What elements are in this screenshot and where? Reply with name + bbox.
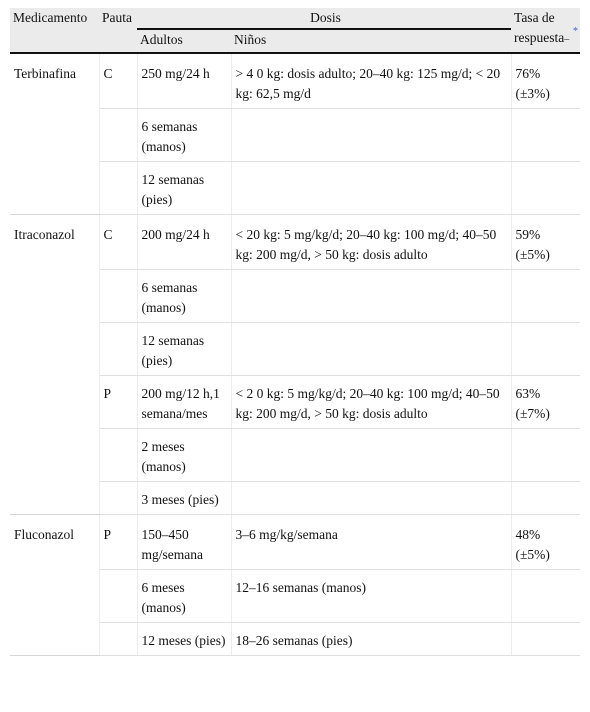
cell-adultos: 200 mg/24 h [137, 215, 231, 270]
cell-tasa: 76% (±3%) [511, 53, 580, 109]
cell-medicamento: Fluconazol [10, 515, 99, 656]
cell-pauta: C [99, 215, 137, 270]
cell-pauta [99, 270, 137, 323]
cell-adultos: 6 semanas (manos) [137, 270, 231, 323]
cell-ninos [231, 162, 511, 215]
cell-ninos: < 20 kg: 5 mg/kg/d; 20–40 kg: 100 mg/d; 40–50 kg: 200 mg/d, > 50 kg: dosis adulto [231, 215, 511, 270]
header-ninos: Niños [231, 29, 511, 53]
cell-tasa [511, 623, 580, 656]
header-tasa-line2: respuesta [514, 30, 565, 45]
header-tasa-dash: – [564, 34, 570, 45]
cell-medicamento: Terbinafina [10, 53, 99, 215]
cell-tasa [511, 162, 580, 215]
cell-pauta [99, 623, 137, 656]
cell-adultos: 12 semanas (pies) [137, 323, 231, 376]
cell-tasa [511, 109, 580, 162]
cell-tasa [511, 429, 580, 482]
cell-ninos [231, 429, 511, 482]
cell-pauta [99, 162, 137, 215]
cell-ninos: 12–16 semanas (manos) [231, 570, 511, 623]
cell-adultos: 6 semanas (manos) [137, 109, 231, 162]
cell-ninos: < 2 0 kg: 5 mg/kg/d; 20–40 kg: 100 mg/d; 40–50 kg: 200 mg/d, > 50 kg: dosis adulto [231, 376, 511, 429]
footnote-link[interactable]: * [573, 26, 579, 37]
cell-adultos: 3 meses (pies) [137, 482, 231, 515]
cell-pauta [99, 570, 137, 623]
table-row [10, 53, 580, 109]
header-dosis: Dosis [137, 8, 511, 29]
cell-ninos [231, 323, 511, 376]
cell-adultos: 150–450 mg/semana [137, 515, 231, 570]
cell-ninos [231, 270, 511, 323]
cell-tasa: 59% (±5%) [511, 215, 580, 270]
cell-pauta: C [99, 53, 137, 109]
cell-pauta [99, 482, 137, 515]
cell-adultos: 2 meses (manos) [137, 429, 231, 482]
cell-tasa: 48% (±5%) [511, 515, 580, 570]
header-tasa-line1: Tasa de [514, 10, 555, 25]
cell-pauta [99, 109, 137, 162]
cell-ninos: 18–26 semanas (pies) [231, 623, 511, 656]
table-row [10, 215, 580, 270]
cell-adultos: 200 mg/12 h,1 semana/mes [137, 376, 231, 429]
cell-adultos: 12 meses (pies) [137, 623, 231, 656]
cell-adultos: 250 mg/24 h [137, 53, 231, 109]
cell-tasa [511, 482, 580, 515]
cell-ninos: > 4 0 kg: dosis adulto; 20–40 kg: 125 mg/d; < 20 kg: 62,5 mg/d [231, 53, 511, 109]
cell-pauta: P [99, 376, 137, 429]
cell-adultos: 12 semanas (pies) [137, 162, 231, 215]
cell-tasa: 63% (±7%) [511, 376, 580, 429]
cell-ninos [231, 482, 511, 515]
header-tasa-respuesta [511, 8, 580, 53]
dosing-table [10, 8, 580, 656]
table-row [10, 515, 580, 570]
cell-tasa [511, 323, 580, 376]
header-pauta: Pauta [99, 8, 137, 53]
cell-tasa [511, 570, 580, 623]
cell-tasa [511, 270, 580, 323]
cell-ninos: 3–6 mg/kg/semana [231, 515, 511, 570]
cell-medicamento: Itraconazol [10, 215, 99, 515]
cell-ninos [231, 109, 511, 162]
cell-adultos: 6 meses (manos) [137, 570, 231, 623]
header-medicamento: Medicamento [10, 8, 99, 53]
cell-pauta [99, 429, 137, 482]
cell-pauta [99, 323, 137, 376]
header-adultos: Adultos [137, 29, 231, 53]
cell-pauta: P [99, 515, 137, 570]
